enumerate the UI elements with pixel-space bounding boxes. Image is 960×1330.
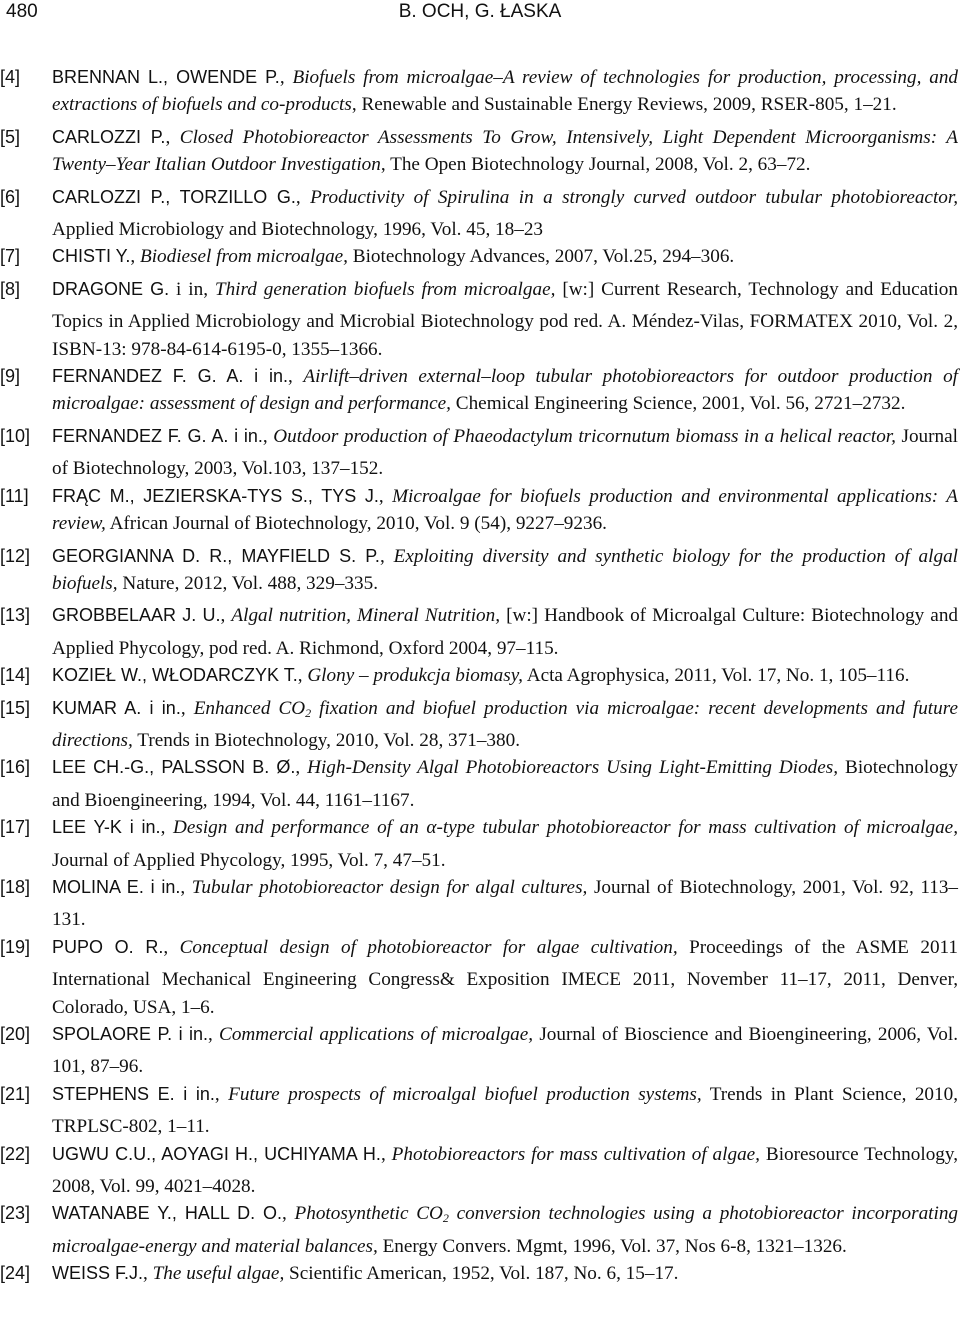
reference-separator: , [143,1263,153,1285]
reference-authors: CARLOZZI P. [52,126,166,147]
reference-number: [21] [0,1083,31,1104]
reference-source: Energy Convers. Mgmt, 1996, Vol. 37, Nos 6-8, 1321–1326. [382,1235,847,1257]
reference-number: [22] [0,1143,31,1164]
reference-entry [0,543,958,603]
reference-separator: , [380,1143,392,1165]
reference-authors: CARLOZZI P., TORZILLO G. [52,186,296,207]
reference-separator: , [279,67,293,88]
reference-entry [0,483,958,543]
reference-separator [838,757,845,778]
reference-title: Commercial applications of microalgae, [219,1024,534,1045]
reference-subscript: 2 [442,1211,449,1226]
reference-separator: , [287,366,304,388]
reference-number: [15] [0,697,31,718]
reference-source: [w:] Current Research, Technology and Education Topics in Applied Microbiology and Microbial Biotechnology pod red. A. Méndez-Vilas, FORMATEX 2010, Vol. 2, ISBN-13: 978-84-614-6195-0, 1355–1366. [52,278,958,360]
reference-authors: MOLINA E. i in. [52,876,181,897]
reference-source: Trends in Biotechnology, 2010, Vol. 28, 371–380. [137,729,520,751]
reference-separator: , [297,665,308,687]
reference-number: [5] [0,126,21,147]
reference-source: Chemical Engineering Science, 2001, Vol. 56, 2721–2732. [455,393,906,415]
reference-source: [w:] Handbook of Microalgal Culture: Biotechnology and Applied Phycology, pod red. A. Richmond, Oxford 2004, 97–115. [52,605,959,659]
reference-separator: , [180,697,194,719]
reference-entry [0,1021,958,1081]
reference-source: Journal of Applied Phycology, 1995, Vol. 7, 47–51. [52,849,446,871]
reference-number: [13] [0,605,31,626]
reference-title: Tubular photobioreactor design for algal cultures, [191,876,588,898]
reference-separator: , [380,154,391,176]
reference-title: Design and performance of an α-type tubular photobioreactor for mass cultivation of microalgae, [173,817,958,839]
reference-title: Biofuels from microalgae–A review of technologies for production, processing, and extractions of biofuels and co-products [52,67,959,116]
reference-number: [7] [0,246,21,267]
reference-authors: UGWU C.U., AOYAGI H., UCHIYAMA H. [52,1143,381,1164]
reference-source: Journal of Biotechnology, 2003, Vol.103, 137–152. [52,425,958,480]
reference-entry [0,276,958,363]
reference-authors: SPOLAORE P. i in. [52,1024,208,1044]
reference-number: [12] [0,545,31,566]
reference-number: [16] [0,757,31,778]
reference-authors: LEE CH.-G., PALSSON B. Ø. [52,757,296,778]
reference-separator: , [165,126,180,148]
reference-number: [23] [0,1203,31,1224]
reference-authors: WATANABE Y., HALL D. O. [52,1203,282,1224]
reference-number: [19] [0,936,31,957]
reference-source: African Journal of Biotechnology, 2010, Vol. 9 (54), 9227–9236. [109,513,607,535]
reference-title-continued: conversion technologies using a photobioreactor incorporating microalgae-energy and material balances, [52,1203,959,1257]
page-number: 480 [6,1,38,22]
reference-number: [18] [0,876,31,897]
reference-separator: , [351,94,362,116]
reference-source: Applied Microbiology and Biotechnology, 1996, Vol. 45, 18–23 [52,219,544,241]
reference-source: Proceedings of the ASME 2011 International Mechanical Engineering Congress& Exposition IMECE 2011, November 11–17, 2011, Denver, Colorado, USA, 1–6. [52,936,959,1018]
reference-entry [0,363,958,423]
reference-separator [678,937,689,958]
reference-source: Biotechnology and Bioengineering, 1994, Vol. 44, 1161–1167. [52,757,958,811]
reference-number: [11] [0,485,29,506]
reference-separator: , [160,817,173,839]
reference-entry [0,1081,958,1141]
reference-authors: FERNANDEZ F. G. A. i in. [52,366,288,387]
reference-entry [0,1141,958,1201]
reference-title: Outdoor production of Phaeodactylum tricornutum biomass in a helical reactor, [273,425,896,447]
reference-source: Journal of Biotechnology, 2001, Vol. 92, 113–131. [52,876,959,931]
reference-separator: , [130,246,140,268]
reference-authors: KOZIEŁ W., WŁODARCZYK T. [52,665,298,686]
reference-authors: KUMAR A. i in. [52,697,181,718]
reference-number: [6] [0,186,21,207]
reference-separator: , [378,485,393,507]
reference-authors: BRENNAN L., OWENDE P. [52,67,280,87]
reference-source: Scientific American, 1952, Vol. 187, No. 6, 15–17. [289,1263,679,1285]
reference-title: Conceptual design of photobioreactor for algae cultivation, [179,936,678,958]
running-head: B. OCH, G. ŁASKA [398,1,562,22]
reference-title: Biodiesel from microalgae, [139,246,348,268]
reference-authors: LEE Y-K i in. [52,817,161,838]
reference-number: [9] [0,366,21,387]
reference-separator: , [180,876,192,898]
reference-separator: , [282,1203,295,1225]
reference-number: [17] [0,817,31,838]
reference-source: Journal of Bioscience and Bioengineering, 2006, Vol. 101, 87–96. [52,1024,958,1078]
reference-separator: , [295,757,308,779]
reference-title: Algal nutrition, Mineral Nutrition, [231,605,501,627]
reference-number: [10] [0,425,31,446]
reference-entry [0,1200,958,1260]
reference-entry [0,64,958,124]
reference-title: The useful algae, [152,1263,285,1285]
reference-title: Future prospects of microalgal biofuel production systems, [228,1083,702,1105]
reference-entry [0,662,958,694]
reference-title-continued: fixation and biofuel production via microalgae: recent developments and future directions, [52,697,958,751]
reference-number: [20] [0,1024,31,1044]
reference-entry [0,184,958,244]
reference-entry [0,243,958,275]
reference-separator [587,877,594,898]
reference-authors: FRĄC M., JEZIERSKA-TYS S., TYS J. [52,485,379,506]
reference-authors: PUPO O. R. [52,936,164,957]
reference-entry [0,1260,958,1292]
reference-title: High-Density Algal Photobioreactors Using Light-Emitting Diodes, [307,757,839,779]
reference-authors: STEPHENS E. i in. [52,1083,215,1104]
reference-title: Third generation biofuels from microalgae, [214,278,556,300]
reference-title: Exploiting diversity and synthetic biology for the production of algal biofuels, [52,545,958,594]
reference-authors: CHISTI Y. [52,246,131,267]
reference-entry [0,934,958,1021]
reference-authors: WEISS F.J. [52,1263,144,1284]
reference-separator: , [295,186,311,208]
reference-title: Photobioreactors for mass cultivation of algae, [391,1143,760,1165]
reference-title: Closed Photobioreactor Assessments To Grow, Intensively, Light Dependent Microorganisms: A Twenty–Year Italian Outdoor Investigation [52,126,958,176]
reference-separator: , [214,1083,229,1105]
reference-separator: , [220,605,232,627]
reference-authors: GEORGIANNA D. R., MAYFIELD S. P. [52,545,380,566]
reference-number: [24] [0,1263,31,1284]
reference-title: Enhanced CO [193,697,306,719]
reference-title: Microalgae for biofuels production and environmental applications: A review, [52,485,958,535]
reference-source: Renewable and Sustainable Energy Reviews, 2009, RSER-805, 1–21. [361,94,897,116]
reference-separator: , [163,936,180,958]
reference-number: [8] [0,278,21,299]
reference-source: The Open Biotechnology Journal, 2008, Vol. 2, 63–72. [390,154,811,176]
reference-title: Photosynthetic CO [294,1203,443,1225]
reference-entry [0,874,958,934]
reference-source: Acta Agrophysica, 2011, Vol. 17, No. 1, 105–116. [526,665,910,687]
reference-source: Bioresource Technology, 2008, Vol. 99, 4021–4028. [52,1143,959,1198]
reference-source: Biotechnology Advances, 2007, Vol.25, 294–306. [352,246,735,268]
reference-authors: FERNANDEZ F. G. A. i in. [52,425,263,446]
reference-entry [0,814,958,874]
reference-number: [14] [0,665,31,686]
reference-authors: DRAGONE G. [52,278,170,299]
reference-number: [4] [0,67,21,87]
reference-separator: , [379,545,394,567]
reference-entry [0,695,958,755]
reference-entry [0,602,958,662]
reference-source: Trends in Plant Science, 2010, TRPLSC-802, 1–11. [52,1083,959,1138]
reference-list [0,64,958,1293]
reference-title: Glony – produkcja biomasy, [307,665,523,687]
reference-separator [702,1084,710,1105]
reference-subscript: 2 [305,705,312,720]
reference-entry [0,423,958,483]
reference-title: Productivity of Spirulina in a strongly curved outdoor tubular photobioreactor, [310,186,959,208]
reference-title: Airlift–driven external–loop tubular photobioreactors for outdoor production of microalgae: assessment of design and performance, [52,366,959,415]
reference-separator: , [208,1024,220,1045]
reference-entry [0,124,958,184]
reference-separator: i in, [169,278,215,300]
reference-authors: GROBBELAAR J. U. [52,605,221,626]
reference-entry [0,754,958,814]
reference-separator: , [262,425,274,447]
reference-source: Nature, 2012, Vol. 488, 329–335. [122,572,379,594]
page-header [0,0,960,34]
